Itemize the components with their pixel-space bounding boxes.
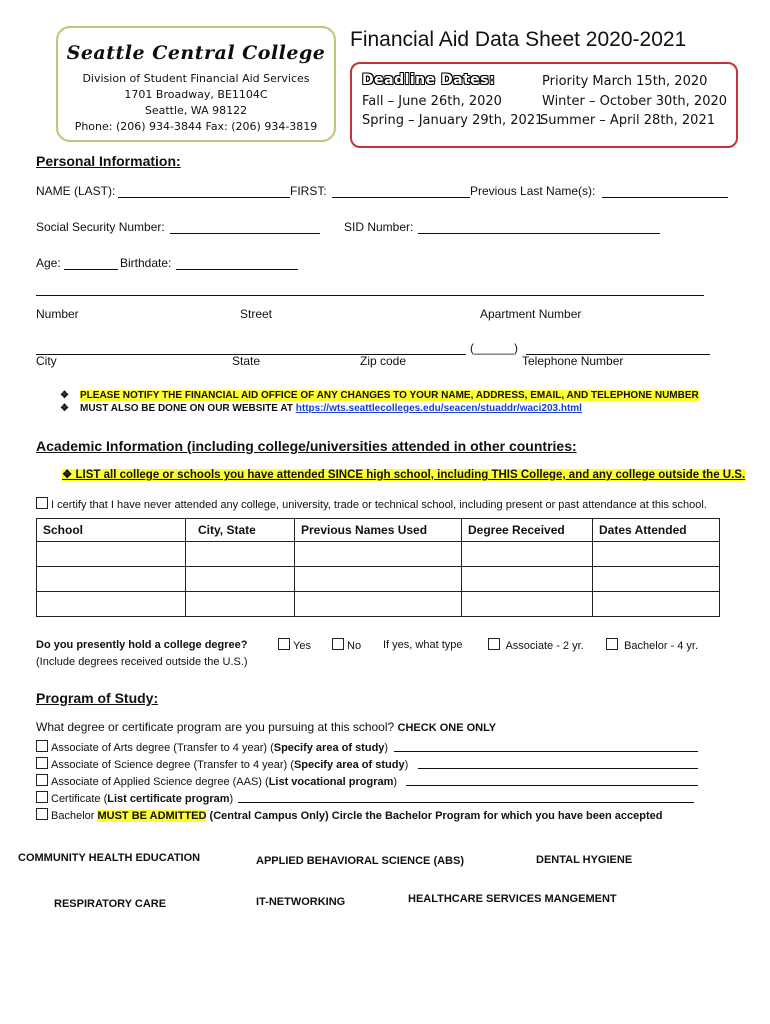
program-bachelor-option (36, 808, 662, 822)
table-cell[interactable] (37, 542, 186, 567)
certify-text: I certify that I have never attended any college, university, trade or technical school, including present or past attendance at this school. (51, 499, 707, 511)
table-cell[interactable] (593, 542, 720, 567)
website-link[interactable]: https://wts.seattlecolleges.edu/seacen/stuaddr/waci203.html (295, 403, 582, 414)
program-bachelor-rest: (Central Campus Only) Circle the Bachelor Program for which you have been accepted (209, 810, 663, 822)
bachelor-it-networking[interactable]: IT-NETWORKING (256, 896, 346, 908)
degree-no-checkbox[interactable] (332, 638, 344, 650)
column-header-dates: Dates Attended (593, 519, 720, 542)
zip-label: Zip code (360, 354, 407, 368)
table-cell[interactable] (295, 567, 462, 592)
state-label: State (232, 354, 261, 368)
first-name-field[interactable] (332, 197, 470, 198)
personal-info-heading: Personal Information: (36, 153, 181, 169)
program-as-option (36, 757, 408, 771)
ssn-field[interactable] (170, 233, 320, 234)
college-name: Seattle Central College (66, 42, 326, 64)
deadline-box (350, 62, 738, 148)
associate-label: Associate - 2 yr. (505, 640, 584, 652)
table-cell[interactable] (37, 592, 186, 617)
certify-checkbox[interactable] (36, 497, 48, 509)
program-bachelor-checkbox[interactable] (36, 808, 48, 820)
program-as-checkbox[interactable] (36, 757, 48, 769)
academic-info-heading: Academic Information (including college/universities attended in other countries: (36, 438, 577, 454)
city-label: City (36, 354, 57, 368)
number-label: Number (36, 307, 79, 321)
program-cert-field[interactable] (238, 802, 694, 803)
program-cert-option (36, 791, 233, 805)
program-cert-close: ) (229, 793, 234, 805)
table-cell[interactable] (593, 567, 720, 592)
bachelor-dental-hygiene[interactable]: DENTAL HYGIENE (536, 854, 633, 866)
check-one-only: CHECK ONE ONLY (397, 722, 497, 734)
program-aas-option (36, 774, 397, 788)
list-schools-instruction (62, 467, 745, 481)
program-cert-label: Certificate ( (51, 793, 108, 805)
table-cell[interactable] (37, 567, 186, 592)
program-as-label: Associate of Science degree (Transfer to 4 year) ( (51, 759, 294, 771)
name-last-label: NAME (LAST): (36, 184, 116, 198)
program-aa-option (36, 740, 388, 754)
previous-last-name-field[interactable] (602, 197, 728, 198)
bachelor-checkbox[interactable] (606, 638, 618, 650)
table-cell[interactable] (462, 542, 593, 567)
apartment-label: Apartment Number (480, 307, 582, 321)
notice-line-1-text: PLEASE NOTIFY THE FINANCIAL AID OFFICE OF ANY CHANGES TO YOUR NAME, ADDRESS, EMAIL, AND TELEPHONE NUMBER (80, 390, 699, 401)
age-label: Age: (36, 256, 61, 270)
bachelor-healthcare-services[interactable]: HEALTHCARE SERVICES MANGEMENT (408, 893, 617, 905)
program-aas-close: ) (393, 776, 398, 788)
birthdate-label: Birthdate: (120, 256, 172, 270)
sid-field[interactable] (418, 233, 660, 234)
program-aa-label: Associate of Arts degree (Transfer to 4 year) ( (51, 742, 274, 754)
list-schools-text: ❖ LIST all college or schools you have attended SINCE high school, including THIS College, and any college outside the U.S. (62, 469, 746, 481)
program-cert-checkbox[interactable] (36, 791, 48, 803)
program-heading: Program of Study: (36, 690, 159, 706)
table-cell[interactable] (593, 592, 720, 617)
associate-option (488, 638, 584, 652)
phone-fax: Phone: (206) 934-3844 Fax: (206) 934-3819 (74, 120, 318, 133)
table-cell[interactable] (186, 567, 295, 592)
column-header-school: School (37, 519, 186, 542)
sid-label: SID Number: (344, 220, 414, 234)
previous-last-name-label: Previous Last Name(s): (470, 184, 596, 198)
address-line-2: Seattle, WA 98122 (144, 104, 248, 117)
program-as-close: ) (404, 759, 409, 771)
bachelor-option (606, 638, 698, 652)
bachelor-abs[interactable]: APPLIED BEHAVIORAL SCIENCE (ABS) (256, 855, 465, 867)
deadline-priority: Priority March 15th, 2020 (542, 74, 708, 89)
notice-line-2 (80, 403, 582, 414)
telephone-label: Telephone Number (522, 354, 624, 368)
notice-line-2-text: MUST ALSO BE DONE ON OUR WEBSITE AT (80, 403, 293, 414)
program-aa-close: ) (384, 742, 389, 754)
table-row (37, 542, 720, 567)
table-cell[interactable] (186, 542, 295, 567)
program-question (36, 720, 496, 734)
degree-no-option (332, 638, 361, 652)
table-cell[interactable] (295, 542, 462, 567)
deadline-winter: Winter – October 30th, 2020 (542, 94, 728, 109)
program-aa-field[interactable] (394, 751, 698, 752)
table-row (37, 567, 720, 592)
program-aas-field[interactable] (406, 785, 698, 786)
degree-question: Do you presently hold a college degree? (36, 639, 248, 651)
birthdate-field[interactable] (176, 269, 298, 270)
bachelor-community-health[interactable]: COMMUNITY HEALTH EDUCATION (18, 852, 201, 864)
associate-checkbox[interactable] (488, 638, 500, 650)
program-aas-bold: List vocational program (268, 776, 394, 788)
notice-bullet-1: ❖ (60, 390, 69, 401)
program-aas-label: Associate of Applied Science degree (AAS) ( (51, 776, 269, 788)
bachelor-respiratory-care[interactable]: RESPIRATORY CARE (54, 898, 167, 910)
notice-line-1 (80, 390, 699, 401)
degree-yes-checkbox[interactable] (278, 638, 290, 650)
if-yes-label: If yes, what type (383, 639, 463, 651)
program-question-text: What degree or certificate program are you pursuing at this school? (36, 720, 395, 734)
deadline-summer: Summer – April 28th, 2021 (540, 113, 715, 128)
table-cell[interactable] (462, 592, 593, 617)
table-cell[interactable] (186, 592, 295, 617)
first-name-label: FIRST: (290, 184, 327, 198)
deadline-fall: Fall – June 26th, 2020 (362, 94, 502, 109)
address-line-1: 1701 Broadway, BE1104C (124, 88, 268, 101)
deadline-spring: Spring – January 29th, 2021 (362, 113, 544, 128)
phone-area-code[interactable]: (______) (470, 341, 519, 355)
document-title: Financial Aid Data Sheet 2020-2021 (350, 28, 687, 51)
program-bachelor-label: Bachelor (51, 810, 95, 822)
program-aa-checkbox[interactable] (36, 740, 48, 752)
table-cell[interactable] (462, 567, 593, 592)
column-header-previous-names: Previous Names Used (295, 519, 462, 542)
schools-table (36, 518, 720, 617)
bachelor-label: Bachelor - 4 yr. (624, 640, 699, 652)
street-label: Street (240, 307, 273, 321)
ssn-label: Social Security Number: (36, 220, 165, 234)
table-row (37, 592, 720, 617)
age-field[interactable] (64, 269, 118, 270)
degree-yes-label: Yes (293, 640, 311, 652)
program-cert-bold: List certificate program (107, 793, 230, 805)
column-header-city-state: City, State (186, 519, 295, 542)
college-logo-box (56, 26, 336, 142)
column-header-degree: Degree Received (462, 519, 593, 542)
name-last-field[interactable] (118, 197, 290, 198)
degree-no-label: No (347, 640, 362, 652)
notice-bullet-2: ❖ (60, 403, 69, 414)
table-cell[interactable] (295, 592, 462, 617)
degree-note: (Include degrees received outside the U.S.) (36, 656, 248, 668)
division-text: Division of Student Financial Aid Services (82, 72, 310, 85)
degree-yes-option (278, 638, 311, 652)
certify-row (36, 497, 707, 511)
program-aas-checkbox[interactable] (36, 774, 48, 786)
must-be-admitted: MUST BE ADMITTED (97, 810, 207, 822)
program-as-bold: Specify area of study (293, 759, 405, 771)
program-as-field[interactable] (418, 768, 698, 769)
program-aa-bold: Specify area of study (273, 742, 385, 754)
deadline-heading: Deadline Dates: (362, 72, 496, 88)
address-line-field[interactable] (36, 295, 704, 296)
